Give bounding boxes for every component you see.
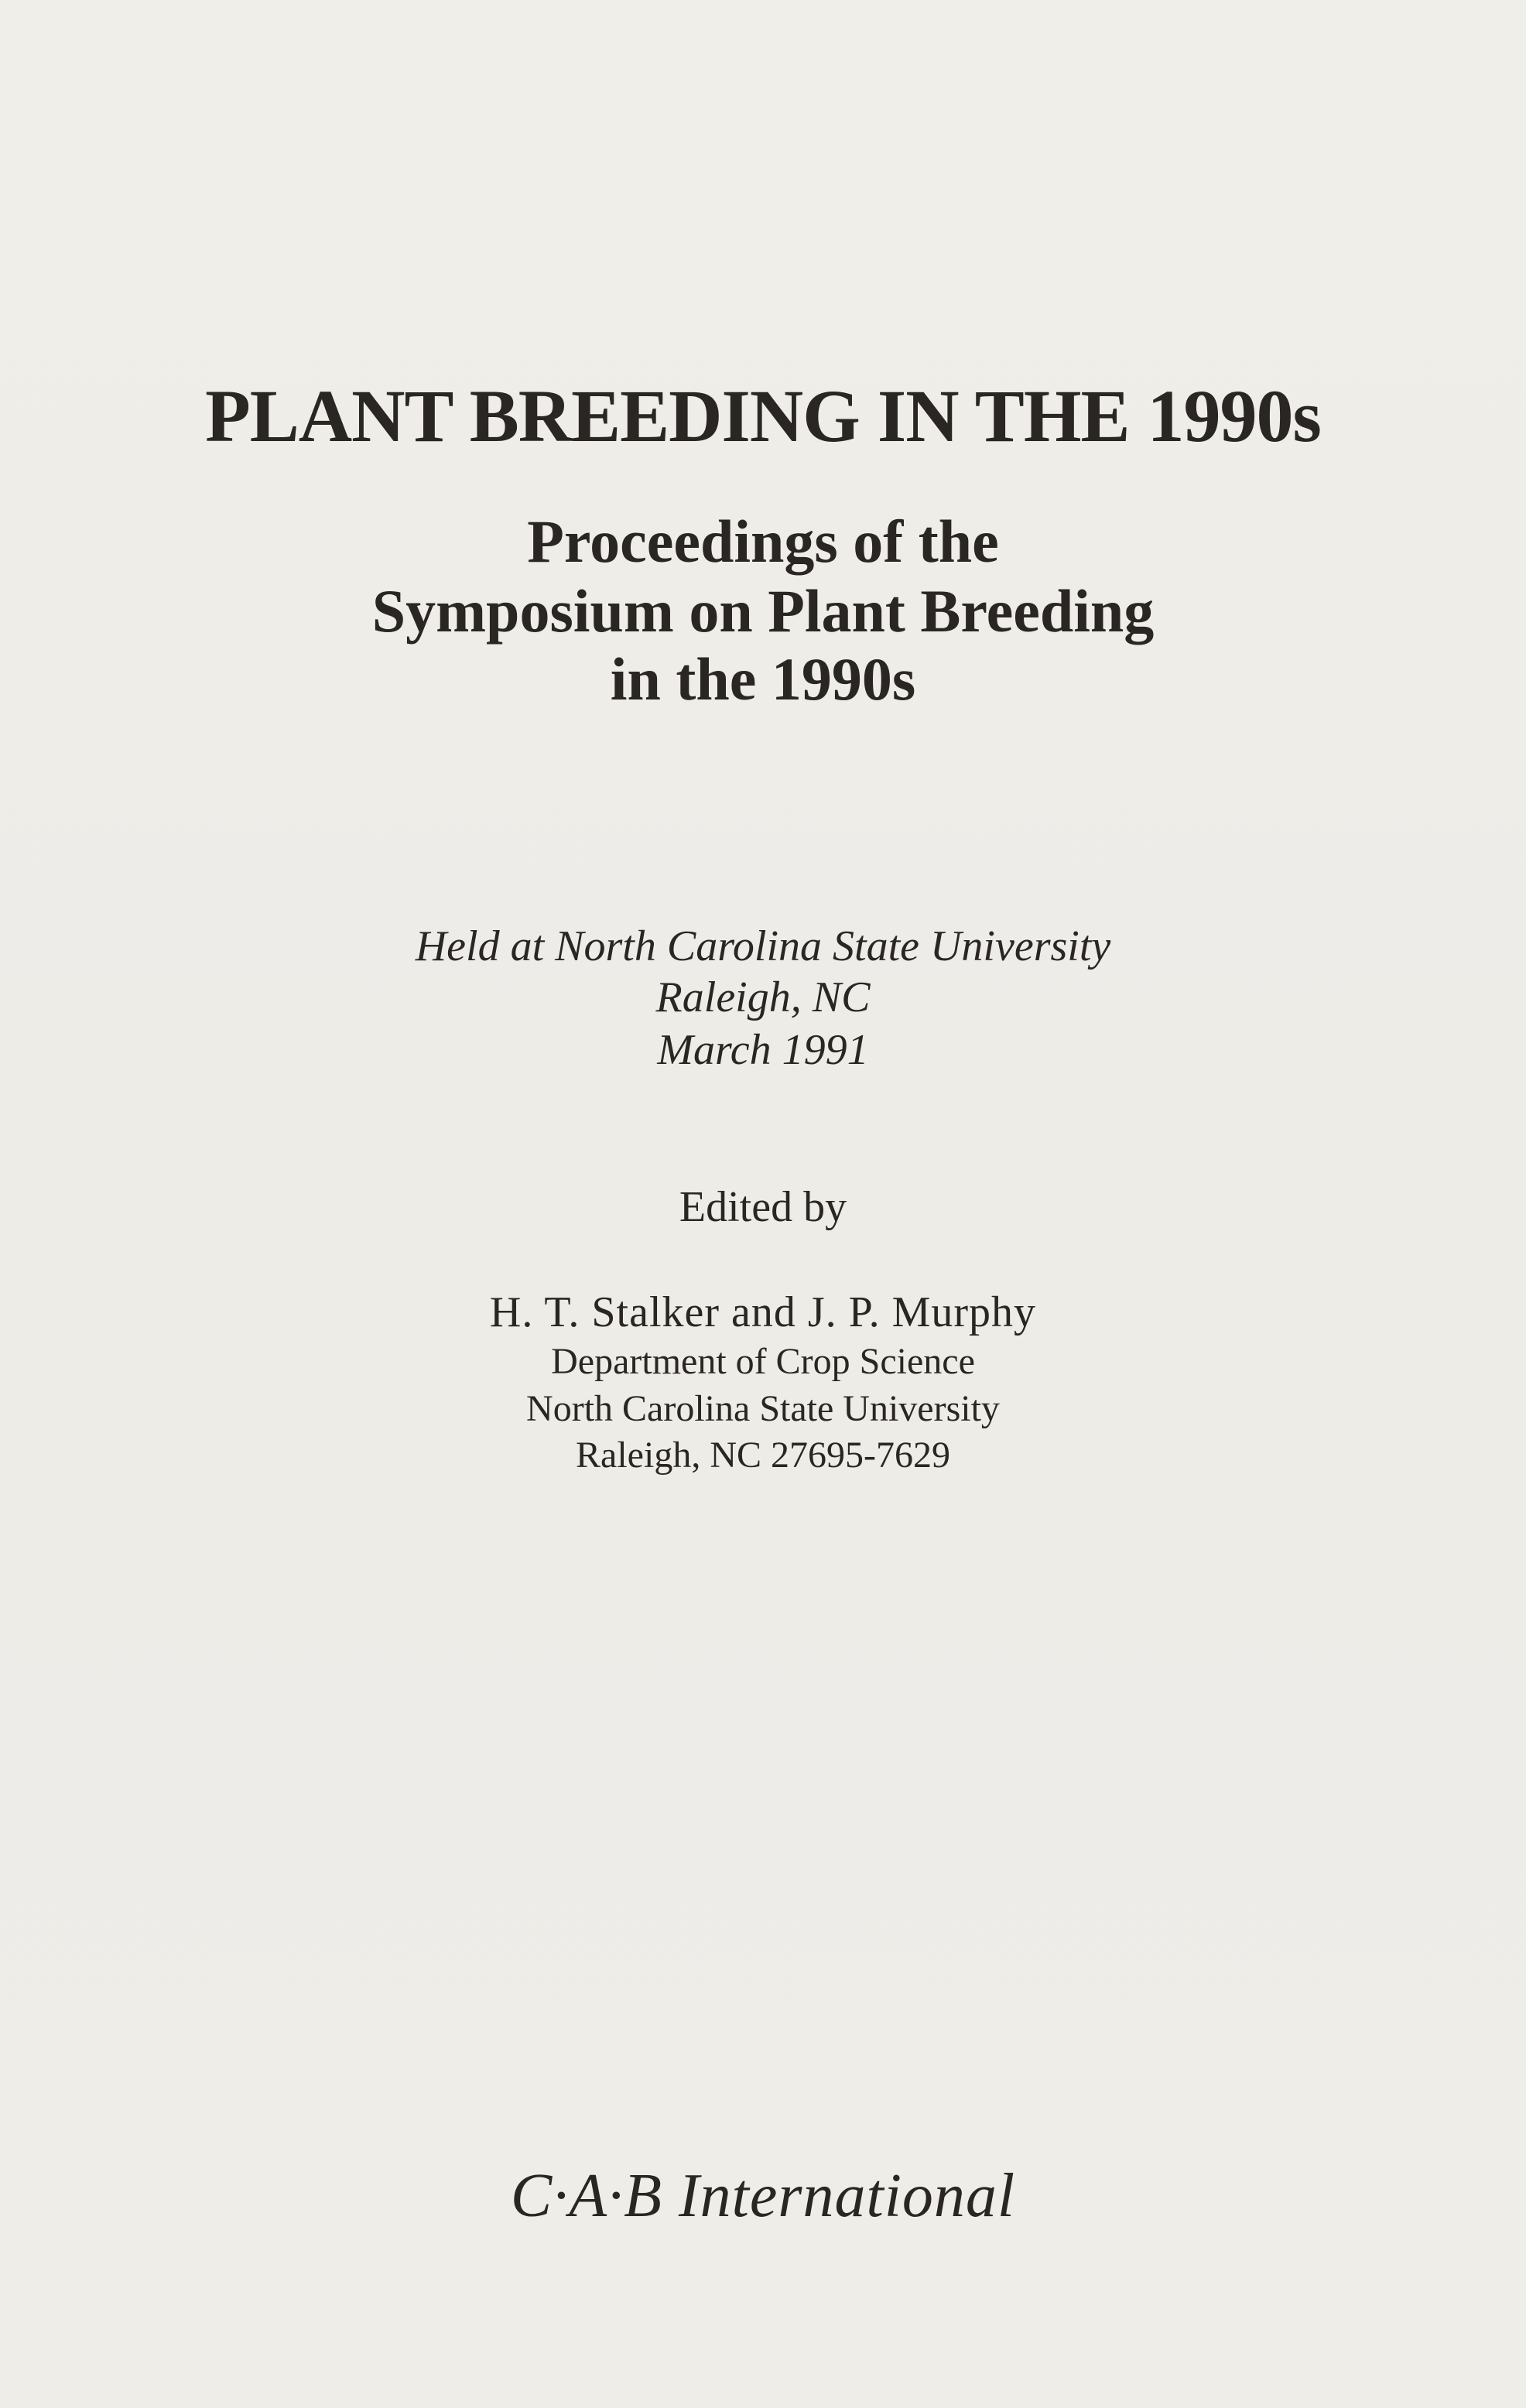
venue-line-1: Held at North Carolina State University [415, 922, 1111, 970]
subtitle-line-3: in the 1990s [610, 645, 916, 713]
subtitle-line-1: Proceedings of the [527, 508, 999, 575]
affiliation-line-1: Department of Crop Science [551, 1341, 975, 1382]
editor-names: H. T. Stalker and J. P. Murphy [489, 1288, 1037, 1336]
edited-by-label: Edited by [679, 1183, 847, 1231]
affiliation-line-3: Raleigh, NC 27695-7629 [576, 1435, 950, 1476]
venue-line-2: Raleigh, NC [655, 973, 871, 1021]
subtitle-line-2: Symposium on Plant Breeding [371, 577, 1155, 645]
publisher-name: C·A·B International [510, 2162, 1016, 2230]
book-title: PLANT BREEDING IN THE 1990s [205, 375, 1321, 457]
affiliation-line-2: North Carolina State University [526, 1388, 1000, 1429]
venue-line-3: March 1991 [657, 1026, 869, 1074]
